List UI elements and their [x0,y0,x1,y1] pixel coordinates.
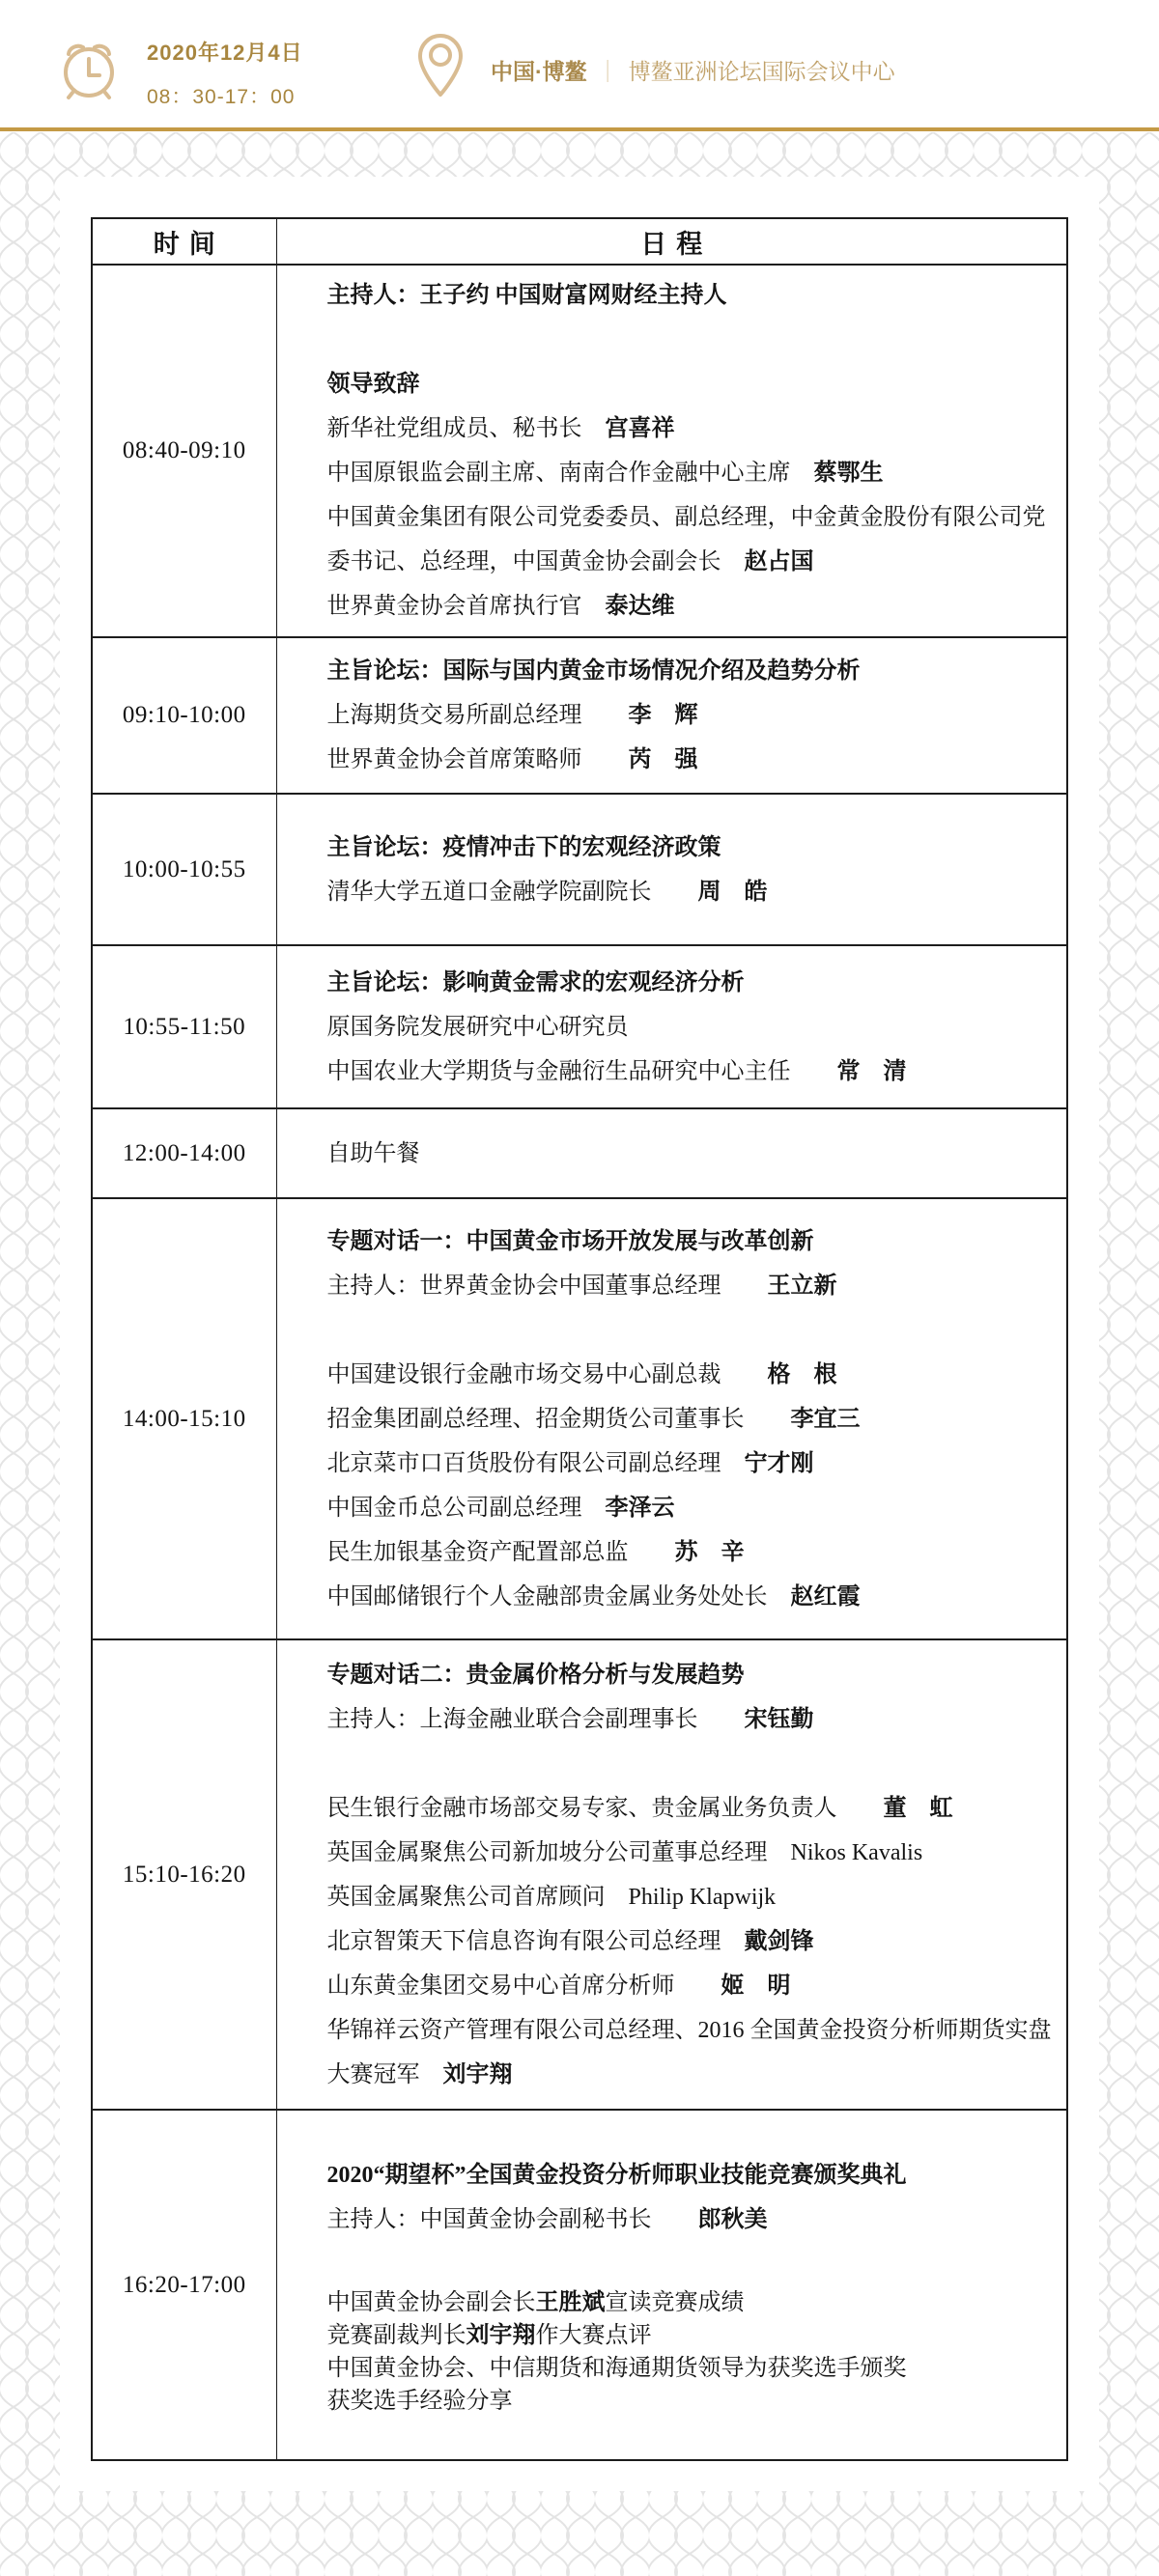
event-time-range: 08：30-17：00 [147,86,296,108]
agenda-line [327,1919,1054,1964]
agenda-line [327,451,1054,495]
agenda-line [327,2198,1054,2242]
plain-text: 主持人：世界黄金协会中国董事总经理 [326,1273,768,1299]
time-cell: 08:40-09:10 [92,265,276,637]
plain-text: 主持人：上海金融业联合会副理事长 [326,1706,745,1732]
agenda-cell [276,265,1067,637]
agenda-line [327,1264,1054,1308]
agenda-line [327,1005,1054,1050]
emphasis-text: 王胜斌 [535,2289,606,2315]
emphasis-text: 格 根 [767,1361,837,1387]
agenda-line [327,1442,1054,1486]
emphasis-text: 2020“期望杯”全国黄金投资分析师职业技能竞赛颁奖典礼 [326,2162,907,2188]
agenda-line [327,584,1054,629]
agenda-line [327,273,1054,318]
emphasis-text: 李泽云 [605,1495,675,1521]
table-row [92,794,1067,945]
agenda-line [327,1964,1054,2008]
plain-text: Nikos Kavalis [790,1839,923,1865]
agenda-line [327,495,1054,584]
agenda-line [327,1831,1054,1875]
agenda-line [327,2008,1054,2097]
plain-text: 清华大学五道口金融学院副院长 [326,879,698,905]
time-cell: 14:00-15:10 [92,1198,276,1639]
plain-text: 山东黄金集团交易中心首席分析师 [326,1973,721,1999]
agenda-cell [276,1108,1067,1198]
plain-text: 中国建设银行金融市场交易中心副总裁 [326,1361,768,1387]
agenda-blank-line [327,2242,1054,2286]
table-row [92,637,1067,794]
plain-text: 中国黄金协会、中信期货和海通期货领导为获奖选手颁奖 [326,2355,907,2381]
time-cell: 15:10-16:20 [92,1639,276,2110]
plain-text: 作大赛点评 [535,2322,652,2348]
agenda-line [327,1697,1054,1742]
table-row [92,2110,1067,2460]
agenda-line [327,406,1054,451]
emphasis-text: 泰达维 [605,594,675,619]
event-datetime [147,37,303,110]
page-header [0,0,1159,127]
emphasis-text: 戴剑锋 [744,1928,814,1954]
venue-text [491,54,895,86]
agenda-line [327,362,1054,406]
plain-text: 北京智策天下信息咨询有限公司总经理 [326,1928,745,1954]
plain-text: 世界黄金协会首席策略师 [326,747,629,772]
plain-text: 主持人：中国黄金协会副秘书长 [326,2206,698,2232]
plain-text: 自助午餐 [326,1140,420,1166]
schedule-card [60,177,1099,2491]
plain-text: 中国农业大学期货与金融衍生品研究中心主任 [326,1058,837,1084]
emphasis-text: 刘宇翔 [466,2322,536,2348]
emphasis-text: 姬 明 [721,1973,791,1999]
agenda-line [327,2153,1054,2198]
venue-city: 中国·博鳌 [491,59,587,84]
emphasis-text: 李 辉 [628,703,698,728]
emphasis-text: 领导致辞 [326,372,420,397]
plain-text: 中国原银监会副主席、南南合作金融中心主席 [326,461,814,486]
plain-text: 宣读竞赛成绩 [605,2289,745,2315]
time-cell: 10:00-10:55 [92,794,276,945]
plain-text: 新华社党组成员、秘书长 [326,416,606,441]
emphasis-text: 赵占国 [744,549,814,574]
agenda-blank-line [327,1742,1054,1786]
agenda-line [327,1575,1054,1619]
emphasis-text: 芮 强 [628,747,698,772]
plain-text: Philip Klapwijk [628,1884,777,1910]
event-date: 2020年12月4日 [147,41,303,65]
venue-separator: ｜ [596,59,619,84]
emphasis-text: 董 虹 [883,1795,953,1821]
emphasis-text: 赵红霞 [790,1583,861,1610]
emphasis-text: 宁才刚 [744,1450,814,1476]
emphasis-text: 苏 辛 [674,1539,745,1565]
agenda-line [327,1875,1054,1919]
plain-text: 中国金币总公司副总经理 [326,1495,606,1521]
plain-text: 北京菜市口百货股份有限公司副总经理 [326,1450,745,1476]
emphasis-text: 专题对话二：贵金属价格分析与发展趋势 [326,1662,745,1688]
emphasis-text: 主旨论坛：疫情冲击下的宏观经济政策 [326,834,721,860]
plain-text: 竞赛副裁判长 [326,2322,466,2348]
agenda-cell [276,794,1067,945]
venue-name: 博鳌亚洲论坛国际会议中心 [628,59,895,84]
agenda-line [327,2319,1054,2352]
emphasis-text: 王立新 [767,1273,837,1299]
agenda-line [327,1530,1054,1575]
emphasis-text: 宋钰勤 [744,1706,814,1732]
agenda-cell [276,637,1067,794]
agenda-line [327,693,1054,738]
plain-text: 华锦祥云资产管理有限公司总经理、2016 全国黄金投资分析师期货实盘大赛冠军 [326,2017,1052,2087]
emphasis-text: 主旨论坛：影响黄金需求的宏观经济分析 [326,969,745,995]
emphasis-text: 蔡鄂生 [813,461,884,486]
agenda-line [327,1397,1054,1442]
agenda-blank-line [327,1308,1054,1353]
time-cell: 10:55-11:50 [92,945,276,1108]
agenda-line [327,649,1054,693]
agenda-cell [276,1198,1067,1639]
agenda-line [327,870,1054,914]
schedule-table [91,217,1068,2461]
agenda-line [327,1353,1054,1397]
agenda-line [327,2385,1054,2418]
plain-text: 世界黄金协会首席执行官 [326,594,606,619]
time-cell: 09:10-10:00 [92,637,276,794]
time-cell: 12:00-14:00 [92,1108,276,1198]
emphasis-text: 周 皓 [697,879,768,905]
table-row [92,1639,1067,2110]
plain-text: 英国金属聚焦公司新加坡分公司董事总经理 [326,1839,791,1865]
alarm-clock-icon [60,37,118,105]
emphasis-text: 专题对话一：中国黄金市场开放发展与改革创新 [326,1228,814,1254]
time-column-header: 时间 [92,218,276,265]
agenda-line [327,738,1054,782]
time-cell: 16:20-17:00 [92,2110,276,2460]
schedule-body [92,265,1067,2460]
agenda-line [327,1219,1054,1264]
emphasis-text: 郎秋美 [697,2206,768,2232]
agenda-line [327,1486,1054,1530]
plain-text: 原国务院发展研究中心研究员 [326,1014,629,1040]
emphasis-text: 宫喜祥 [605,416,675,441]
agenda-blank-line [327,318,1054,362]
gold-divider-line [0,127,1159,131]
agenda-cell [276,945,1067,1108]
agenda-column-header: 日程 [276,218,1067,265]
agenda-cell [276,2110,1067,2460]
plain-text: 英国金属聚焦公司首席顾问 [326,1884,629,1910]
plain-text: 民生加银基金资产配置部总监 [326,1539,675,1565]
table-row [92,1198,1067,1639]
map-pin-icon [415,33,466,103]
agenda-cell [276,1639,1067,2110]
plain-text: 中国邮储银行个人金融部贵金属业务处处长 [326,1583,791,1610]
table-row [92,1108,1067,1198]
table-header-row [92,218,1067,265]
emphasis-text: 主持人：王子约 中国财富网财经主持人 [326,283,727,308]
agenda-line [327,1786,1054,1831]
emphasis-text: 李宜三 [790,1406,861,1432]
agenda-line [327,1653,1054,1697]
agenda-line [327,1132,1054,1176]
emphasis-text: 刘宇翔 [442,2061,513,2087]
plain-text: 民生银行金融市场部交易专家、贵金属业务负责人 [326,1795,884,1821]
table-row [92,945,1067,1108]
emphasis-text: 主旨论坛：国际与国内黄金市场情况介绍及趋势分析 [326,658,861,684]
agenda-line [327,961,1054,1005]
agenda-line [327,826,1054,870]
plain-text: 中国黄金协会副会长 [326,2289,536,2315]
plain-text: 上海期货交易所副总经理 [326,703,629,728]
agenda-line [327,1050,1054,1094]
emphasis-text: 常 清 [836,1058,907,1084]
plain-text: 获奖选手经验分享 [326,2388,513,2414]
plain-text: 中国黄金集团有限公司党委委员、副总经理，中金黄金股份有限公司党委书记、总经理，中国黄金协会副会长 [326,505,1046,574]
agenda-line [327,2352,1054,2385]
agenda-line [327,2286,1054,2319]
plain-text: 招金集团副总经理、招金期货公司董事长 [326,1406,791,1432]
table-row [92,265,1067,637]
